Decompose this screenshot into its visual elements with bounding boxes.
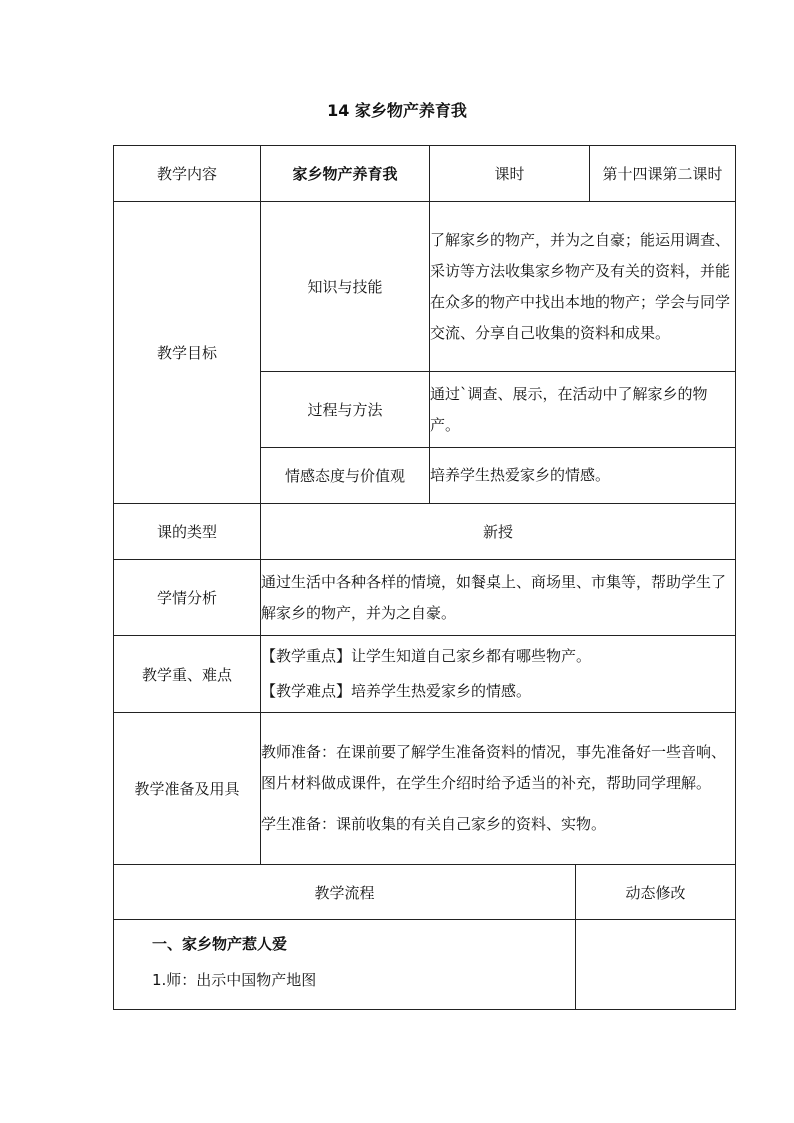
difficult-point	[261, 676, 735, 707]
key-point	[261, 641, 735, 672]
lesson-plan-table	[113, 145, 736, 1010]
analysis-text: 通过生活中各种各样的情境，如餐桌上、商场里、市集等，帮助学生了解家乡的物产，并为之自豪。	[261, 560, 736, 636]
label-content: 教学内容	[114, 146, 261, 202]
flow-step-1: 1.师：出示中国物产地图	[152, 971, 317, 989]
label-analysis: 学情分析	[114, 560, 261, 636]
process-text: 通过`调查、展示，在活动中了解家乡的物产。	[430, 372, 736, 448]
flow-header-row	[114, 865, 736, 920]
type-row	[114, 504, 736, 560]
prep-cell	[261, 713, 736, 865]
analysis-row	[114, 560, 736, 636]
student-prep: 学生准备：课前收集的有关自己家乡的资料、实物。	[261, 815, 607, 833]
prep-row	[114, 713, 736, 865]
label-process: 过程与方法	[261, 372, 430, 448]
period-value: 第十四课第二课时	[590, 146, 736, 202]
label-period: 课时	[430, 146, 590, 202]
diff-tag: 【教学难点】	[261, 682, 352, 700]
label-emotion: 情感态度与价值观	[261, 448, 430, 504]
knowledge-text: 了解家乡的物产，并为之自豪；能运用调查、采访等方法收集家乡物产及有关的资料，并能在众多的物产中找出本地的物产；学会与同学交流、分享自己收集的资料和成果。	[430, 202, 736, 372]
key-tag: 【教学重点】	[261, 647, 352, 665]
flow-section-title: 一、家乡物产惹人爱	[152, 935, 288, 953]
keypoints-cell	[261, 636, 736, 713]
diff-text: 培养学生热爱家乡的情感。	[351, 682, 532, 700]
key-text: 让学生知道自己家乡都有哪些物产。	[351, 647, 592, 665]
label-goals: 教学目标	[114, 202, 261, 504]
flow-content-row	[114, 920, 736, 1010]
teacher-prep: 教师准备：在课前要了解学生准备资料的情况，事先准备好一些音响、图片材料做成课件，在学生介绍时给予适当的补充，帮助同学理解。	[261, 743, 727, 792]
label-prep: 教学准备及用具	[114, 713, 261, 865]
label-knowledge: 知识与技能	[261, 202, 430, 372]
label-keypoints: 教学重、难点	[114, 636, 261, 713]
label-flow: 教学流程	[114, 865, 576, 920]
header-row	[114, 146, 736, 202]
label-edit: 动态修改	[576, 865, 736, 920]
emotion-text: 培养学生热爱家乡的情感。	[430, 448, 736, 504]
flow-content	[114, 920, 576, 1010]
flow-edit-cell	[576, 920, 736, 1010]
content-value: 家乡物产养育我	[261, 146, 430, 202]
goals-knowledge-row	[114, 202, 736, 372]
page-title: 14 家乡物产养育我	[327, 101, 467, 120]
keypoints-row	[114, 636, 736, 713]
label-type: 课的类型	[114, 504, 261, 560]
type-value: 新授	[261, 504, 736, 560]
